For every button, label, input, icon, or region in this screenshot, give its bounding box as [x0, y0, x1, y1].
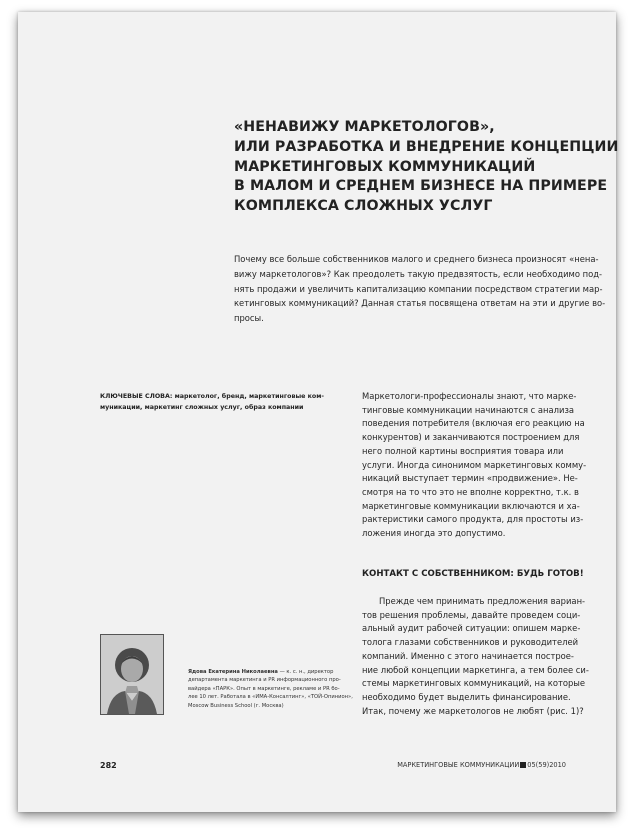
body-line: толога глазами собственников и руководителей [362, 637, 579, 648]
lead-line: просы. [234, 313, 264, 324]
body-paragraph-intro [362, 390, 612, 541]
lead-line: вижу маркетологов»? Как преодолеть такую предвзятость, если необходимо под- [234, 268, 603, 279]
author-portrait-icon [101, 635, 163, 714]
bio-line: вайдера «ПАРК». Опыт в маркетинге, рекламе и PR бо- [188, 685, 340, 692]
lead-line: нять продажи и увеличить капитализацию компании посредством стратегии мар- [234, 283, 603, 294]
lead-line: кетинговых коммуникаций? Данная статья посвящена ответам на эти и другие во- [234, 298, 606, 309]
keywords-block [100, 391, 336, 413]
body-line: Прежде чем принимать предложения вариан- [379, 596, 586, 606]
body-line: маркетинговые коммуникации включаются и ха- [362, 500, 580, 511]
bio-line: лее 10 лет. Работала в «ИМА-Консалтинг», «ТОЙ-Опинион», [188, 694, 353, 701]
body-line: ние любой концепции маркетинга, а тем более си- [362, 664, 589, 675]
body-line: стемы маркетинговых коммуникаций, на которые [362, 678, 586, 689]
body-line: поведения потребителя (включая его реакцию на [362, 418, 585, 429]
body-line: ложения иногда это допустимо. [362, 528, 506, 539]
title-line: МАРКЕТИНГОВЫХ КОММУНИКАЦИЙ [234, 158, 536, 175]
title-line: «НЕНАВИЖУ МАРКЕТОЛОГОВ», [234, 119, 495, 135]
lead-paragraph [234, 252, 606, 326]
title-line: КОМПЛЕКСА СЛОЖНЫХ УСЛУГ [234, 198, 493, 215]
body-line: конкурентов) и заканчиваются построением для [362, 432, 580, 443]
body-line: альный аудит рабочей ситуации: опишем марке- [362, 623, 581, 634]
title-line: В МАЛОМ И СРЕДНЕМ БИЗНЕСЕ НА ПРИМЕРЕ [234, 178, 608, 195]
section-heading: КОНТАКТ С СОБСТВЕННИКОМ: БУДЬ ГОТОВ! [362, 569, 584, 579]
keywords-line: муникации, маркетинг сложных услуг, образ компании [100, 404, 304, 411]
body-paragraph-section [362, 595, 612, 718]
title-line: ИЛИ РАЗРАБОТКА И ВНЕДРЕНИЕ КОНЦЕПЦИИ [234, 138, 619, 155]
article-title [234, 118, 624, 217]
author-name: Ядова Екатерина Николаевна [188, 669, 278, 675]
body-line: Итак, почему же маркетологов не любят (рис. 1)? [362, 705, 584, 716]
journal-issue: 05(59)2010 [527, 761, 566, 769]
body-line: смотря на то что это не вполне корректно, т.к. в [362, 486, 579, 497]
bio-line: Moscow Business School (г. Москва) [188, 702, 284, 709]
body-line: услуги. Иногда синонимом маркетинговых комму- [362, 459, 587, 470]
body-line: него полной картины восприятия товара или [362, 445, 564, 456]
body-line: тинговые коммуникации начинаются с анализа [362, 404, 575, 415]
body-line: никаций выступает термин «продвижение». Не- [362, 473, 578, 484]
body-line: тов решения проблемы, давайте проведем соци- [362, 609, 581, 620]
body-line: необходимо будет выделить финансирование. [362, 691, 571, 702]
black-square-icon [520, 762, 526, 768]
bio-line: департамента маркетинга и PR информационного про- [188, 677, 341, 684]
running-footer [397, 761, 566, 769]
body-line: Маркетологи-профессионалы знают, что марке- [362, 391, 577, 401]
journal-name: МАРКЕТИНГОВЫЕ КОММУНИКАЦИИ [397, 761, 520, 769]
keywords-line: КЛЮЧЕВЫЕ СЛОВА: маркетолог, бренд, маркетинговые ком- [100, 393, 324, 400]
magazine-page [18, 12, 619, 812]
author-photo [100, 634, 164, 715]
lead-line: Почему все больше собственников малого и среднего бизнеса произносят «нена- [234, 254, 599, 264]
body-line: рактеристики самого продукта, для простоты из- [362, 514, 584, 525]
bio-line [188, 668, 348, 676]
author-degree: — к. с. н., директор [277, 669, 334, 675]
body-line: компаний. Именно с этого начинается построе- [362, 650, 574, 661]
page-number: 282 [100, 761, 117, 770]
author-bio [188, 668, 353, 710]
